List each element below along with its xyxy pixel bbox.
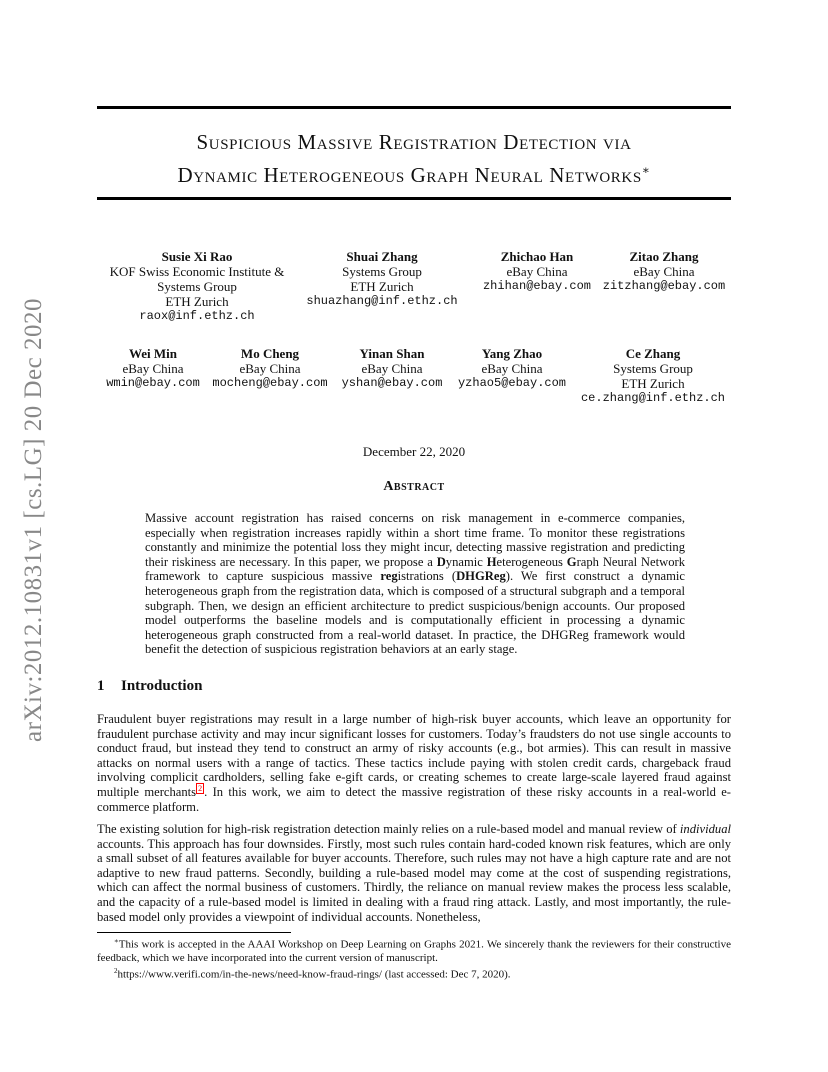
title-top-rule xyxy=(97,106,731,109)
footnote-2-link[interactable]: 2 xyxy=(198,783,203,793)
abstract-text: ynamic xyxy=(445,554,487,569)
author-email: zhihan@ebay.com xyxy=(482,279,592,293)
abstract-body xyxy=(145,511,685,657)
paragraph-text: The existing solution for high-risk registration detection mainly relies on a rule-based model and manual review of xyxy=(97,822,680,836)
abstract-text: raph Neural Network framework to capture suspicious massive xyxy=(145,554,685,584)
abstract-heading: Abstract xyxy=(383,479,445,494)
author-email: zitzhang@ebay.com xyxy=(602,279,726,293)
author-affiliation: ETH Zurich xyxy=(165,294,229,309)
abstract-text: istrations ( xyxy=(397,569,457,584)
arxiv-identifier-stamp xyxy=(16,285,52,755)
author-email: mocheng@ebay.com xyxy=(212,376,328,390)
title-footnote-mark: ∗ xyxy=(641,163,651,177)
author-name: Shuai Zhang xyxy=(346,249,418,264)
author-name: Wei Min xyxy=(128,346,178,361)
author-affiliation: Systems Group xyxy=(342,264,422,279)
footnote-mark: 2 xyxy=(114,966,118,975)
author-block xyxy=(338,346,446,391)
title-line-2-text: Dynamic Heterogeneous Graph Neural Networks xyxy=(177,163,642,187)
author-name: Yang Zhao xyxy=(481,346,543,361)
author-email: wmin@ebay.com xyxy=(106,376,200,390)
footnote-text: https://www.verifi.com/in-the-news/need-know-fraud-rings/ (last accessed: Dec 7, 2020). xyxy=(117,968,511,981)
paragraph-text: . In this work, we aim to detect the massive registration of these risky accounts in a real-world e-commerce platform. xyxy=(97,785,731,814)
author-block xyxy=(97,346,209,391)
paragraph-italic: individual xyxy=(679,822,731,836)
author-name: Yinan Shan xyxy=(359,346,425,361)
abstract-text: eterogeneous xyxy=(496,554,567,569)
author-affiliation: eBay China xyxy=(239,361,301,376)
abstract-bold: D xyxy=(436,554,446,569)
author-name: Ce Zhang xyxy=(625,346,681,361)
author-block xyxy=(597,249,731,294)
author-affiliation: eBay China xyxy=(633,264,695,279)
title-bottom-rule xyxy=(97,197,731,200)
author-affiliation: eBay China xyxy=(122,361,184,376)
footnote-rule xyxy=(97,932,291,933)
author-affiliation: Systems Group xyxy=(157,279,237,294)
abstract-bold: H xyxy=(486,554,497,569)
author-name: Zhichao Han xyxy=(500,249,574,264)
arxiv-stamp-text: arXiv:2012.10831v1 [cs.LG] 20 Dec 2020 xyxy=(20,298,48,742)
section-heading-introduction xyxy=(97,678,202,695)
author-name: Zitao Zhang xyxy=(629,249,699,264)
section-title: Introduction xyxy=(121,678,203,694)
author-affiliation: ETH Zurich xyxy=(350,279,414,294)
footnote-text: This work is accepted in the AAAI Workshop on Deep Learning on Graphs 2021. We sincerely thank the reviewers for their constructive feedback, which we have incorporated into the current version of manuscript. xyxy=(97,938,731,964)
footnote-2 xyxy=(97,965,731,982)
paper-date: December 22, 2020 xyxy=(362,444,466,459)
author-block xyxy=(97,249,297,324)
title-line-2 xyxy=(97,156,731,189)
section-number: 1 xyxy=(97,678,105,694)
author-name: Susie Xi Rao xyxy=(161,249,233,264)
footnote-mark: ∗ xyxy=(114,937,119,945)
author-affiliation: eBay China xyxy=(506,264,568,279)
author-block xyxy=(575,346,731,406)
footnote-1 xyxy=(97,935,731,965)
author-row-1 xyxy=(97,249,731,329)
author-affiliation: eBay China xyxy=(481,361,543,376)
author-email: raox@inf.ethz.ch xyxy=(139,309,255,323)
author-email: yshan@ebay.com xyxy=(341,376,443,390)
author-affiliation: ETH Zurich xyxy=(621,376,685,391)
author-block xyxy=(297,249,467,309)
author-name: Mo Cheng xyxy=(240,346,300,361)
author-row-2 xyxy=(97,346,731,410)
abstract-text: Massive account registration has raised concerns on risk management in e-commerce companies, especially when registration increases rapidly within a short time frame. To monitor these registrations constantly and minimize the potential loss they might incur, detecting massive registration and predicting their riskiness are necessary. In this paper, we propose a xyxy=(145,511,685,569)
author-block xyxy=(456,346,568,391)
intro-paragraph-1 xyxy=(97,712,731,814)
paragraph-text: Fraudulent buyer registrations may result in a large number of high-risk buyer accounts, which leave an opportunity for fraudulent purchase activity and may incur significant losses for customers. Today’s fraudsters do not use single accounts to conduct fraud, but instead they tend to construct an army of risky accounts (e.g., bot armies). This can result in massive attacks on normal users with a range of tactics. These tactics include paying with stolen credit cards, chargeback fraud involving complicit cardholders, selling fake e-gift cards, or creating schemes to create large-scale layered fraud against multiple merchants xyxy=(97,712,731,800)
author-email: yzhao5@ebay.com xyxy=(457,376,567,390)
abstract-bold: DHGReg xyxy=(456,569,506,584)
author-affiliation: Systems Group xyxy=(613,361,693,376)
footnotes xyxy=(97,935,731,981)
intro-paragraph-2 xyxy=(97,822,731,924)
author-affiliation: KOF Swiss Economic Institute & xyxy=(109,264,285,279)
author-affiliation: eBay China xyxy=(361,361,423,376)
abstract-text: ). We first construct a dynamic heterogeneous graph from the registration data, which is composed of a structural subgraph and a temporal subgraph. Then, we design an efficient architecture to predict suspicious/benign accounts. Our proposed model outperforms the baseline models and is computationally efficient in processing a dynamic heterogeneous graph constructed from a real-world dataset. In practice, the DHGReg framework would benefit the detection of suspicious registration behaviors at an early stage. xyxy=(145,569,685,657)
paper-title xyxy=(97,128,731,189)
author-email: shuazhang@inf.ethz.ch xyxy=(306,294,458,308)
author-block xyxy=(467,249,607,294)
paragraph-text: accounts. This approach has four downsides. Firstly, most such rules contain hard-coded known risk features, which are only a small subset of all features available for buyer accounts. Therefore, such rules may not have a high capture rate and are not adaptive to new fraud patterns. Secondly, building a rule-based model may come at the cost of suspending registrations, which can affect the normal business of customers. Thirdly, the reliance on manual review makes the process less scalable, and the capacity of a rule-based model is limited in dealing with a fraud ring attack. Lastly, and most importantly, the rule-based model only provides a viewpoint of individual accounts. Nonetheless, xyxy=(97,836,731,924)
abstract-bold: reg xyxy=(380,569,398,584)
abstract-bold: G xyxy=(566,554,577,569)
title-line-1: Suspicious Massive Registration Detection via xyxy=(196,130,632,154)
author-block xyxy=(209,346,331,391)
author-email: ce.zhang@inf.ethz.ch xyxy=(580,391,726,405)
